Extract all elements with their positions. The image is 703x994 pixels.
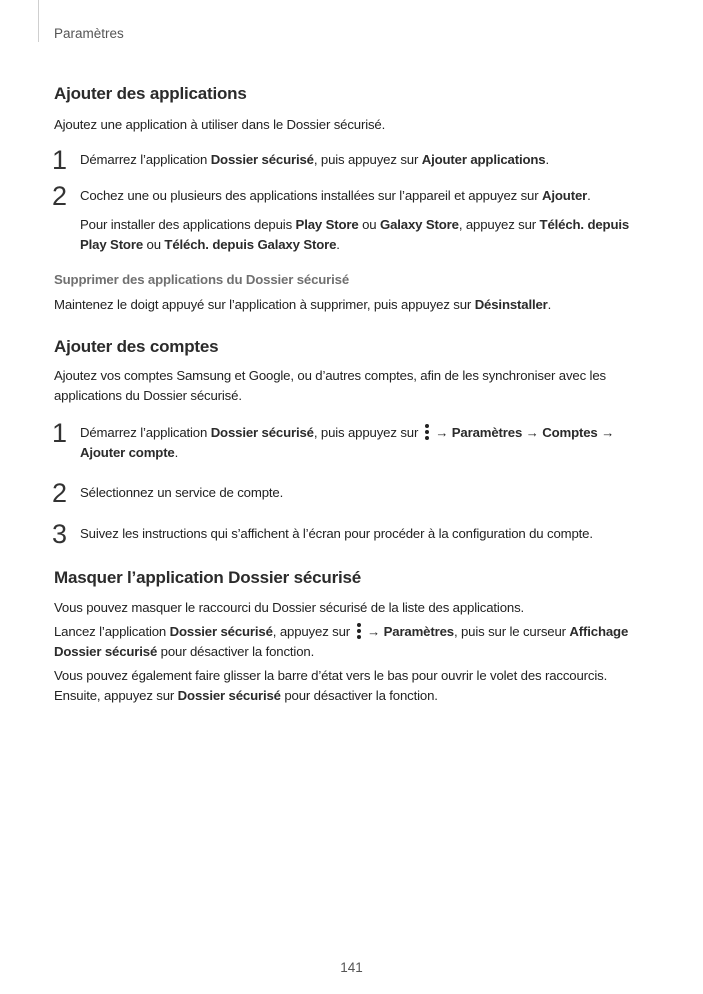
step-number: 2 xyxy=(52,478,67,508)
step-note: Pour installer des applications depuis Play Store ou Galaxy Store, appuyez sur Téléch. depuis Play Store ou Téléch. depuis Galaxy Store. xyxy=(80,217,630,252)
paragraph: Vous pouvez masquer le raccourci du Dossier sécurisé de la liste des applications. xyxy=(54,600,525,615)
more-options-icon xyxy=(356,623,362,639)
section-title-add-apps: Ajouter des applications xyxy=(54,84,247,103)
section-intro: Ajoutez une application à utiliser dans le Dossier sécurisé. xyxy=(54,117,386,132)
section-intro: Ajoutez vos comptes Samsung et Google, ou d’autres comptes, afin de les synchroniser avec les applications du Dossier sécurisé. xyxy=(54,368,606,403)
header-divider xyxy=(38,0,39,42)
step-number: 1 xyxy=(52,418,67,448)
step-1-add-accounts: 1 Démarrez l’application Dossier sécurisé, puis appuyez sur → Paramètres → Comptes → Ajouter compte. xyxy=(52,418,615,460)
section-title-add-accounts: Ajouter des comptes xyxy=(54,337,219,356)
subsection-text: Maintenez le doigt appuyé sur l’application à supprimer, puis appuyez sur Désinstaller. xyxy=(54,297,552,312)
subsection-title: Supprimer des applications du Dossier sécurisé xyxy=(54,272,350,287)
step-number: 2 xyxy=(52,181,67,211)
step-1-add-apps: 1 Démarrez l’application Dossier sécurisé, puis appuyez sur Ajouter applications. xyxy=(52,145,549,175)
step-number: 3 xyxy=(52,519,67,549)
paragraph: Lancez l’application Dossier sécurisé, appuyez sur → Paramètres, puis sur le curseur Affichage Dossier sécurisé pour désactiver la fonction. xyxy=(54,624,629,659)
header-label: Paramètres xyxy=(54,26,124,41)
step-2-add-accounts: 2 Sélectionnez un service de compte. xyxy=(52,478,284,508)
step-2-add-apps: 2 Cochez une ou plusieurs des applications installées sur l’appareil et appuyez sur Ajouter. Pour installer des applications depuis Play Store ou Galaxy Store, appuyez sur Téléch. depuis Play Store ou Téléch. depuis Galaxy Store. xyxy=(54,186,654,255)
step-number: 1 xyxy=(52,145,67,175)
step-3-add-accounts: 3 Suivez les instructions qui s’affichent à l’écran pour procéder à la configuration du compte. xyxy=(52,519,593,549)
page-number: 141 xyxy=(340,960,363,975)
paragraph: Vous pouvez également faire glisser la barre d’état vers le bas pour ouvrir le volet des raccourcis. Ensuite, appuyez sur Dossier sécurisé pour désactiver la fonction. xyxy=(54,668,608,703)
page-content xyxy=(54,84,654,706)
section-title-hide-app: Masquer l’application Dossier sécurisé xyxy=(54,568,362,587)
more-options-icon xyxy=(424,424,430,440)
